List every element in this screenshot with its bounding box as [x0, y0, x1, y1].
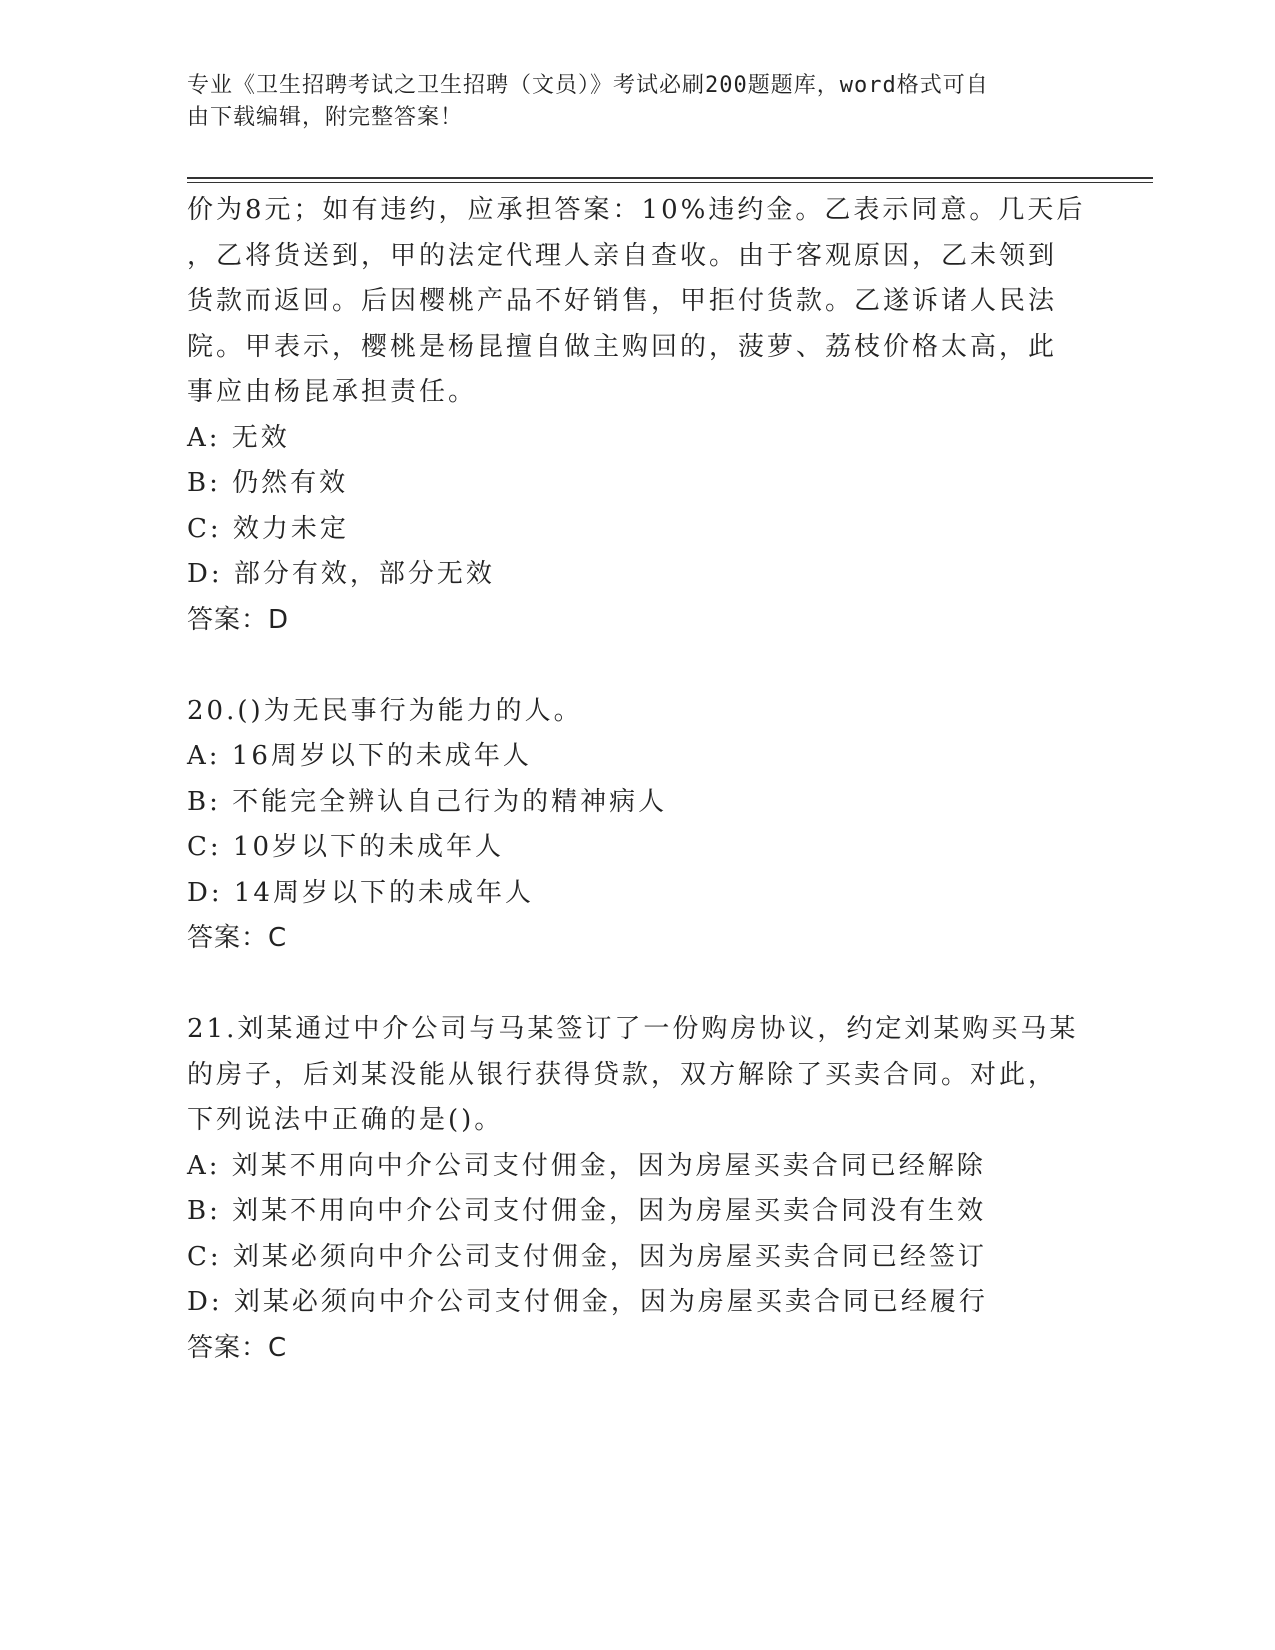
question-text-line: 20.()为无民事行为能力的人。 [187, 695, 583, 726]
option-d: D: 刘某必须向中介公司支付佣金，因为房屋买卖合同已经履行 [187, 1287, 988, 1317]
option-a: A: 无效 [187, 422, 290, 453]
option-c: C: 刘某必须向中介公司支付佣金，因为房屋买卖合同已经签订 [187, 1241, 987, 1272]
option-a: A: 刘某不用向中介公司支付佣金，因为房屋买卖合同已经解除 [187, 1150, 986, 1181]
question-text-line: 21.刘某通过中介公司与马某签订了一份购房协议，约定刘某购买马某 [187, 1014, 1079, 1044]
question-text-line: 的房子，后刘某没能从银行获得贷款，双方解除了买卖合同。对此， [187, 1059, 1058, 1090]
question-block-continued [187, 188, 1087, 643]
spacer [187, 962, 1087, 1008]
header-title-line-1: 专业《卫生招聘考试之卫生招聘（文员）》考试必刷200题题库，word格式可自 [187, 73, 989, 98]
option-b: B: 不能完全辨认自己行为的精神病人 [187, 786, 668, 817]
option-b: B: 刘某不用向中介公司支付佣金，因为房屋买卖合同没有生效 [187, 1196, 987, 1226]
document-header [187, 70, 1087, 134]
header-divider-thin [187, 182, 1153, 183]
answer-line: 答案：C [187, 1332, 288, 1363]
option-a: A: 16周岁以下的未成年人 [187, 741, 532, 771]
question-block-20 [187, 689, 1087, 962]
header-divider-thick [187, 177, 1153, 179]
question-list [187, 188, 1087, 1371]
question-text-line: 事应由杨昆承担责任。 [187, 377, 478, 407]
header-title-line-2: 由下载编辑，附完整答案！ [187, 105, 464, 130]
question-text-line: 院。甲表示，樱桃是杨昆擅自做主购回的，菠萝、荔枝价格太高，此 [187, 331, 1058, 362]
option-d: D: 14周岁以下的未成年人 [187, 877, 534, 908]
answer-line: 答案：D [187, 604, 290, 635]
answer-line: 答案：C [187, 923, 288, 953]
option-c: C: 效力未定 [187, 513, 349, 544]
question-text-line: 价为8元；如有违约，应承担答案：10%违约金。乙表示同意。几天后 [187, 195, 1086, 225]
spacer [187, 643, 1087, 689]
question-block-21 [187, 1007, 1087, 1371]
option-b: B: 仍然有效 [187, 468, 349, 498]
question-text-line: 货款而返回。后因樱桃产品不好销售，甲拒付货款。乙遂诉诸人民法 [187, 286, 1058, 316]
option-d: D: 部分有效，部分无效 [187, 559, 495, 589]
question-text-line: ，乙将货送到，甲的法定代理人亲自查收。由于客观原因，乙未领到 [187, 240, 1058, 271]
option-c: C: 10岁以下的未成年人 [187, 832, 505, 862]
question-text-line: 下列说法中正确的是()。 [187, 1105, 504, 1135]
